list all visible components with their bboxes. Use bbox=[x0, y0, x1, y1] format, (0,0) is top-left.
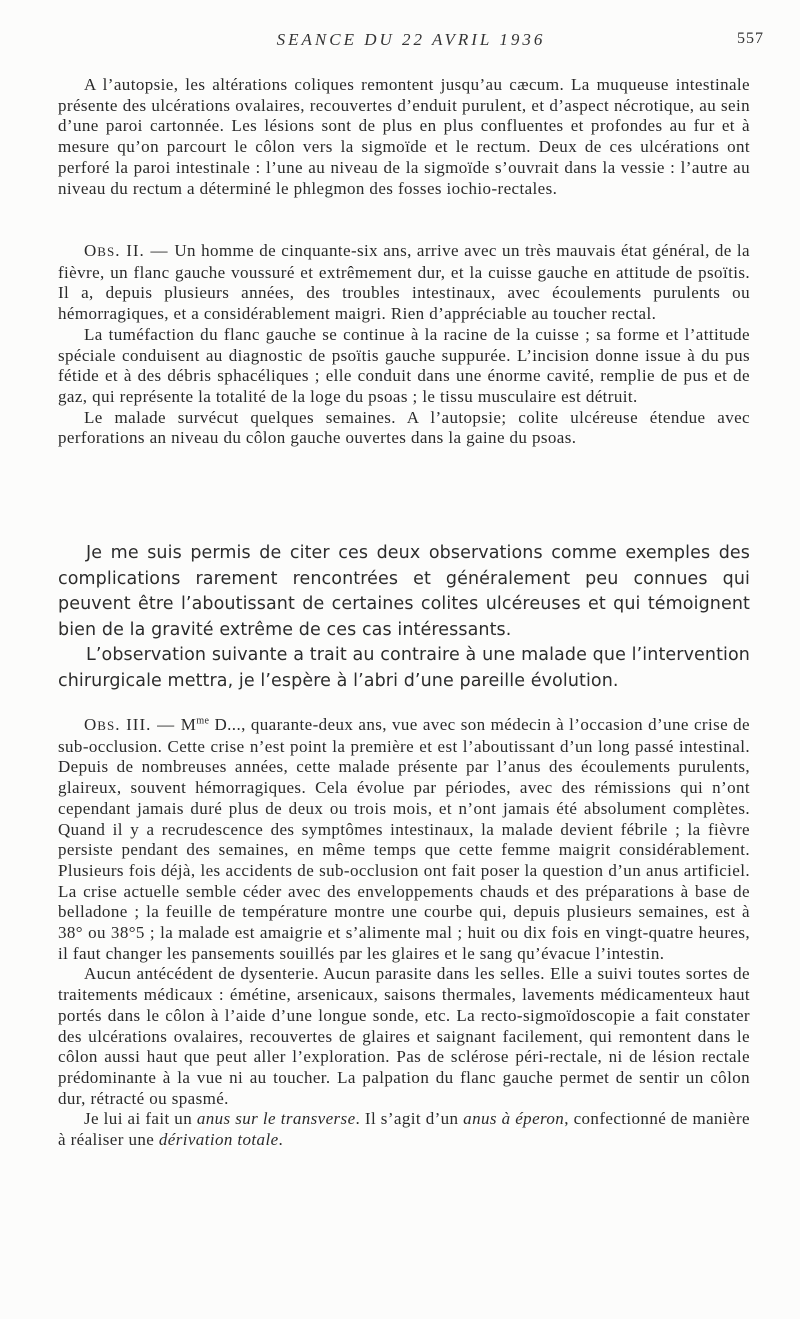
header-title: SEANCE DU 22 AVRIL 1936 bbox=[276, 30, 546, 49]
obs2-label-smallcaps: BS bbox=[97, 244, 116, 259]
obs2-text-1: Un homme de cinquante-six ans, arrive avec un très mauvais état général, de la fièvre, un flanc gauche voussuré et extrêmement dur, et la cuisse gauche en attitude de psoïtis. Il a, depuis plusieurs années, des troubles intestinaux, avec écoulements purulents ou hémorragiques, et a considérablement maigri. Rien d’appréciable au toucher rectal. bbox=[58, 241, 750, 324]
obs3-p3-emphasis-3: dérivation totale bbox=[158, 1130, 279, 1150]
obs2-paragraph-1 bbox=[58, 241, 750, 325]
obs2-paragraph-3: Le malade survécut quelques semaines. A l’autopsie; colite ulcéreuse étendue avec perforations an niveau du côlon gauche ouvertes dans la gaine du psoas. bbox=[58, 407, 750, 448]
obs3-title-m: M bbox=[180, 715, 197, 734]
main-paragraph-2: L’observation suivante a trait au contraire à une malade que l’intervention chirurgicale mettra, je l’espère à l’abri d’une pareille évolution. bbox=[58, 645, 750, 691]
obs3-label-smallcaps: BS bbox=[97, 718, 116, 733]
obs3-paragraph-3 bbox=[58, 1109, 750, 1150]
obs2-label bbox=[84, 241, 174, 260]
obs3-paragraph-2: Aucun antécédent de dysenterie. Aucun parasite dans les selles. Elle a suivi toutes sortes de traitements médicaux : émétine, arsenicaux, saisons thermales, lavements médicamenteux haut portés dans le côlon à l’aide d’une longue sonde, etc. La recto-sigmoïdoscopie a fait constater des ulcérations ovalaires, recouvertes de glaires et saignant facilement, qui remontent dans le côlon aussi haut que peut aller l’exploration. Pas de sclérose péri-rectale, ni de lésion rectale prédominante à la vue ni au toucher. La palpation du flanc gauche permet de sentir un côlon dur, rétracté ou spasmé. bbox=[58, 964, 750, 1108]
running-header bbox=[58, 30, 764, 52]
obs2-label-initial: O bbox=[84, 241, 98, 260]
main-paragraph-1: Je me suis permis de citer ces deux observations comme exemples des complications rarement rencontrées et généralement peu connues qui peuvent être l’aboutissant de certaines colites ulcéreuses et qui témoignent bien de la gravité extrême de ces cas intéressants. bbox=[58, 543, 750, 640]
page-number: 557 bbox=[737, 30, 764, 47]
obs2-paragraph-2: La tuméfaction du flanc gauche se continue à la racine de la cuisse ; sa forme et l’attitude spéciale conduisent au diagnostic de psoïtis gauche suppurée. L’incision donne issue à du pus fétide et à des débris sphacéliques ; elle conduit dans une énorme cavité, remplie de pus et de gaz, qui représente la totalité de la loge du psoas ; le tissu musculaire est détruit. bbox=[58, 324, 750, 406]
observation-2 bbox=[58, 241, 750, 449]
obs2-label-number: . II. — bbox=[115, 241, 175, 260]
obs3-label-number: . III. — bbox=[115, 715, 181, 734]
autopsy-section bbox=[58, 75, 750, 199]
autopsy-paragraph: A l’autopsie, les altérations coliques remontent jusqu’au cæcum. La muqueuse intestinale présente des ulcérations ovalaires, recouvertes d’enduit purulent, et d’aspect nécrotique, au sein d’une paroi cartonnée. Les lésions sont de plus en plus confluentes et profondes au fur et à mesure qu’on parcourt le côlon vers la sigmoïde et le rectum. Deux de ces ulcérations ont perforé la paroi intestinale : l’une au niveau de la sigmoïde s’ouvrait dans la vessie : l’autre au niveau du rectum a déterminé le phlegmon des fosses iochio-rectales. bbox=[58, 75, 750, 198]
obs3-text-1: D..., quarante-deux ans, vue avec son médecin à l’occasion d’une crise de sub-occlusion. Cette crise n’est point la première et est l’aboutissant d’un long passé intestinal. Depuis de nombreuses années, cette malade présente par l’anus des écoulements purulents, glaireux, souvent hémorragiques. Cela évolue par périodes, avec des rémissions qui n’ont cependant jamais duré plus de deux ou trois mois, et n’ont jamais été absolument complètes. Quand il y a recrudescence des symptômes intestinaux, la malade devient fébrile ; la fièvre persiste pendant des semaines, en même temps que cette femme maigrit considérablement. Plusieurs fois déjà, les accidents de sub-occlusion ont fait poser la question d’un anus artificiel. La crise actuelle semble céder avec des enveloppements chauds et des préparations à base de belladone ; la feuille de température montre une courbe qui, depuis plusieurs semaines, est à 38° ou 38°5 ; la malade est amaigrie et s’alimente mal ; huit ou dix fois en vingt-quatre heures, il faut changer les pansements souillés par les glaires et le sang qu’évacue l’intestin. bbox=[58, 715, 750, 963]
observation-3 bbox=[58, 715, 750, 1151]
obs3-label-initial: O bbox=[84, 715, 98, 734]
main-text-section bbox=[58, 541, 750, 694]
obs3-p3-part-b: . Il s’agit d’un bbox=[355, 1109, 464, 1129]
obs3-title-sup: me bbox=[196, 715, 210, 727]
obs3-paragraph-1 bbox=[58, 715, 750, 964]
obs3-p3-emphasis-2: anus à éperon bbox=[463, 1109, 565, 1129]
obs3-label bbox=[84, 715, 181, 734]
obs3-p3-emphasis-1: anus sur le transverse bbox=[196, 1109, 356, 1129]
obs3-p3-part-a: Je lui ai fait un bbox=[84, 1109, 197, 1129]
obs3-p3-part-c: , confectionné de manière à réaliser une bbox=[58, 1109, 750, 1150]
obs3-p3-part-d: . bbox=[278, 1130, 284, 1150]
